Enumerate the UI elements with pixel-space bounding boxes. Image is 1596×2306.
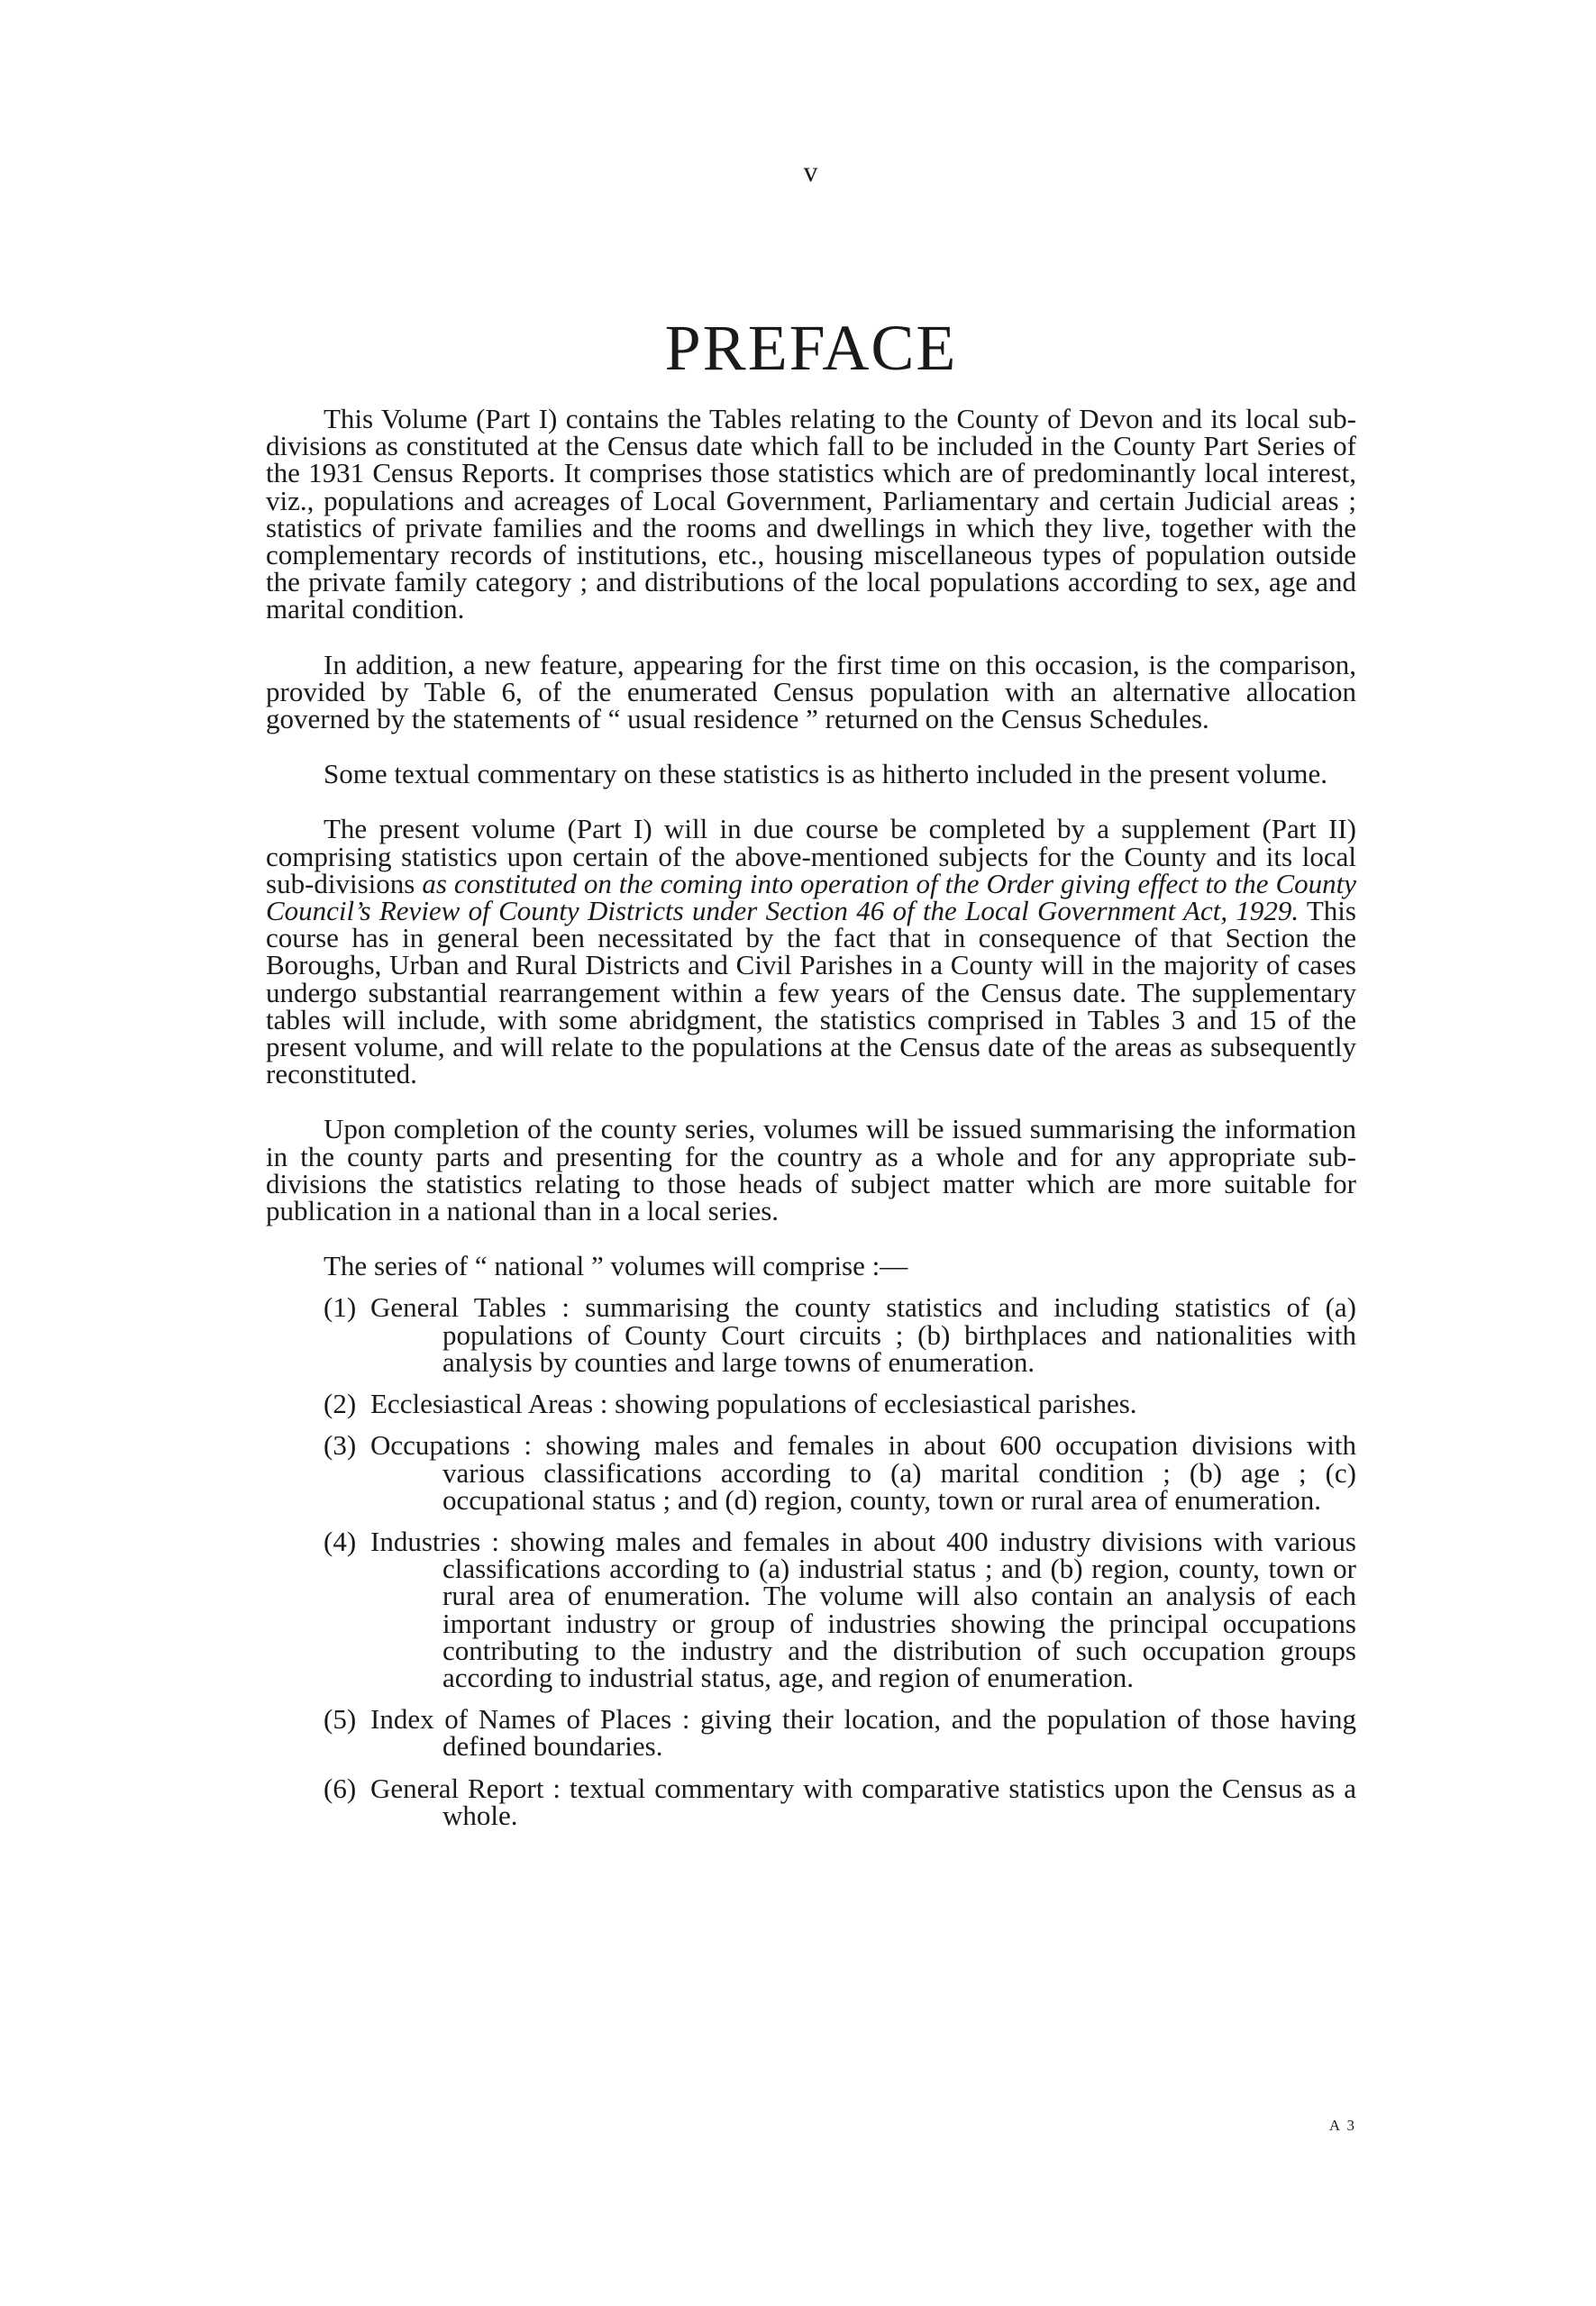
- paragraph-1: This Volume (Part I) contains the Tables relating to the County of Devon and its local sub-divisions as constituted at the Census date which fall to be included in the County Part Series of the 1931 Census Reports. It comprises those statistics which are of predominantly local interest, viz., populations and acreages of Local Government, Parliamentary and certain Judicial areas ; statistics of private families and the rooms and dwellings in which they live, together with the complementary records of institutions, etc., housing miscellaneous types of population outside the private family category ; and distributions of the local populations according to sex, age and marital condition.: [266, 403, 1356, 625]
- list-item-number: (3): [324, 1429, 357, 1462]
- list-item-number: (2): [324, 1388, 357, 1420]
- page-number: v: [803, 155, 819, 187]
- paragraph-2: In addition, a new feature, appearing for the first time on this occasion, is the comparison, provided by Table 6, of the enumerated Census population with an alternative allocation governed by the statements of “ usual residence ” returned on the Census Schedules.: [266, 648, 1356, 735]
- list-item-text: General Tables : summarising the county statistics and including statistics of (a) populations of County Court circuits ; (b) birthplaces and nationalities with analysis by counties and large towns of enumeration.: [370, 1291, 1356, 1378]
- paragraph-4-italic: as constituted on the coming into operation of the Order giving effect to the County Council’s Review of County Districts under Section 46 of the Local Government Act, 1929.: [266, 867, 1357, 927]
- list-item: [324, 1429, 1356, 1516]
- paragraph-5: Upon completion of the county series, volumes will be issued summarising the information in the county parts and presenting for the country as a whole and for any appropriate sub-divisions the statistics relating to those heads of subject matter which are more suitable for publication in a national than in a local series.: [266, 1113, 1356, 1227]
- list-item-text: Occupations : showing males and females in about 600 occupation divisions with various classifications according to (a) marital condition ; (b) age ; (c) occupational status ; and (d) region, county, town or rural area of enumeration.: [370, 1429, 1356, 1516]
- paragraph-3: Some textual commentary on these statistics is as hitherto included in the present volume.: [324, 758, 1328, 790]
- list-item-number: (6): [324, 1772, 357, 1804]
- list-item: [324, 1525, 1356, 1693]
- list-lead: The series of “ national ” volumes will comprise :—: [324, 1250, 908, 1282]
- page-title: PREFACE: [664, 312, 958, 384]
- paragraph-4: [266, 813, 1357, 1090]
- preface-body: [266, 403, 1357, 1844]
- list-item-text: Index of Names of Places : giving their location, and the population of those having defined boundaries.: [370, 1703, 1356, 1763]
- list-item-text: General Report : textual commentary with comparative statistics upon the Census as a whole.: [370, 1772, 1356, 1831]
- signature-mark: A 3: [1328, 2117, 1356, 2134]
- list-item-number: (4): [324, 1525, 357, 1557]
- list-item-text: Industries : showing males and females in about 400 industry divisions with various classifications according to (a) industrial status ; and (b) region, county, town or rural area of enumeration. The volume will also contain an analysis of each important industry or group of industries showing the principal occupations contributing to the industry and the distribution of such occupation groups according to industrial status, age, and region of enumeration.: [370, 1525, 1356, 1693]
- paragraph-4-part-2: This course has in general been necessitated by the fact that in consequence of that Section the Boroughs, Urban and Rural Districts and Civil Parishes in a County will in the majority of cases undergo substantial rearrangement within a few years of the Census date. The supplementary tables will include, with some abridgment, the statistics comprised in Tables 3 and 15 of the present volume, and will relate to the populations at the Census date of the areas as subsequently reconstituted.: [266, 895, 1356, 1090]
- national-volumes-list: [266, 1291, 1356, 1831]
- list-item: [324, 1291, 1356, 1378]
- list-item: [324, 1388, 1356, 1420]
- paragraph-4-part-1: The present volume (Part I) will in due course be completed by a supplement (Part II) comprising statistics upon certain of the above-mentioned subjects for the County and its local sub-divisions: [266, 813, 1356, 899]
- list-item: [324, 1772, 1356, 1831]
- list-item-number: (1): [324, 1291, 357, 1324]
- list-item-number: (5): [324, 1703, 357, 1736]
- list-item-text: Ecclesiastical Areas : showing populations of ecclesiastical parishes.: [370, 1388, 1137, 1420]
- list-item: [324, 1703, 1356, 1763]
- document-page: [266, 0, 1356, 2306]
